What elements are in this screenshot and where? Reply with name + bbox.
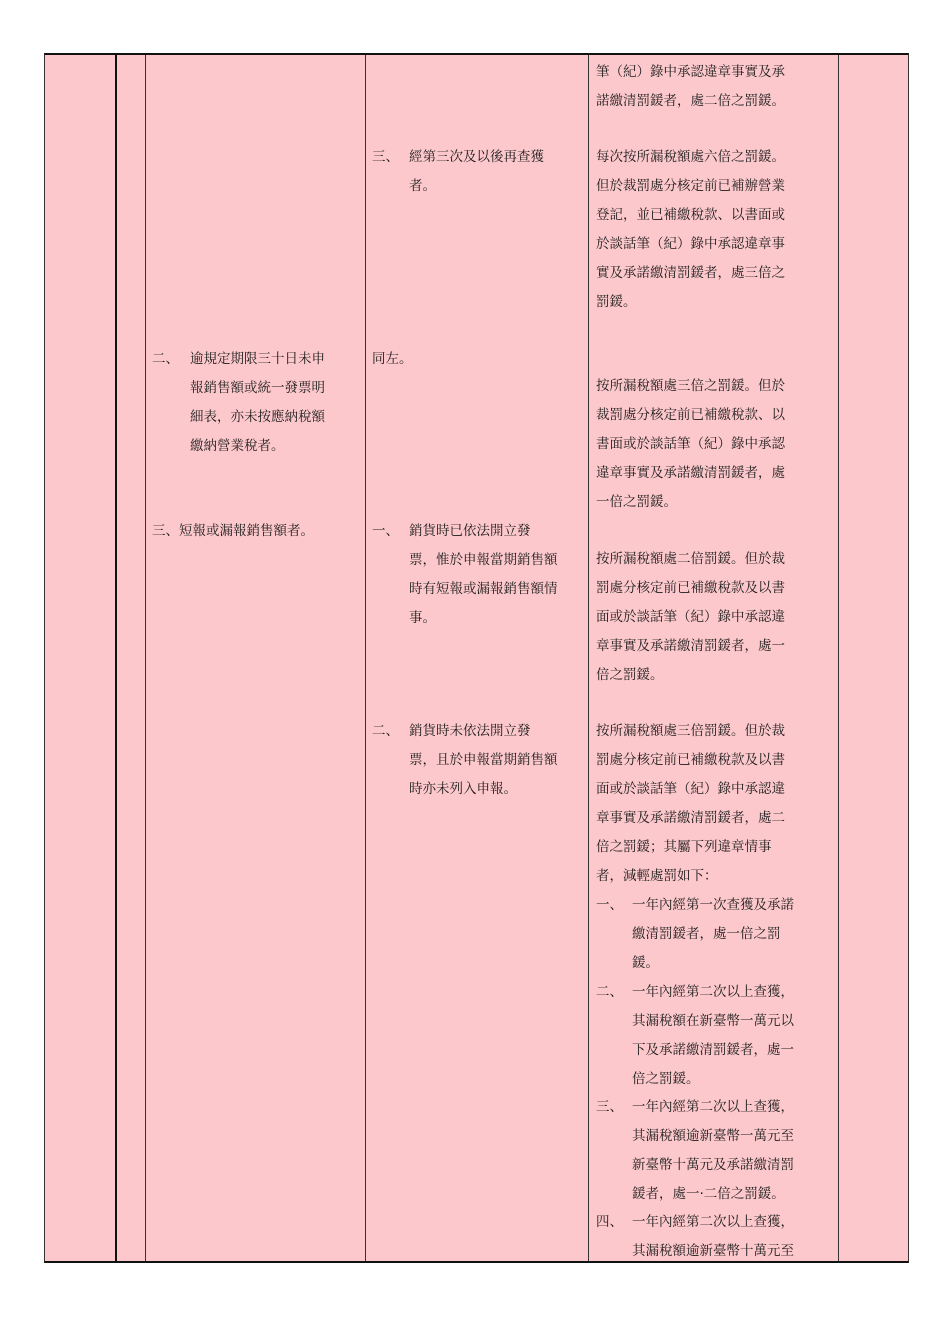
item-line: 報銷售額或統一發票明 <box>190 380 325 396</box>
circumstance-item-third-offense <box>372 143 544 201</box>
column-divider <box>838 55 839 1261</box>
penalty-line: 按所漏稅額處三倍罰鍰。但於裁 <box>596 723 785 739</box>
penalty-line: 諾繳清罰鍰者，處二倍之罰鍰。 <box>596 93 785 109</box>
penalty-line: 面或於談話筆（紀）錄中承認違 <box>596 781 785 797</box>
item-line: 鍰。 <box>632 955 659 971</box>
penalty-line: 罰處分核定前已補繳稅款及以書 <box>596 752 785 768</box>
item-line: 鍰者，處一‧二倍之罰鍰。 <box>632 1186 785 1202</box>
penalty-line: 筆（紀）錄中承認違章事實及承 <box>596 64 785 80</box>
item-marker: 一、 <box>596 897 623 913</box>
item-marker: 二、 <box>596 984 623 1000</box>
penalty-line: 倍之罰鍰。 <box>596 667 664 683</box>
item-line: 其漏稅額在新臺幣一萬元以 <box>632 1013 794 1029</box>
violation-item-underreporting <box>152 517 314 546</box>
item-line: 繳納營業稅者。 <box>190 438 285 454</box>
penalty-block <box>596 143 785 317</box>
penalty-line: 違章事實及承諾繳清罰鍰者，處 <box>596 465 785 481</box>
penalty-line: 罰處分核定前已補繳稅款及以書 <box>596 580 785 596</box>
item-marker: 二、 <box>372 723 399 739</box>
violation-item-late-filing <box>152 345 325 461</box>
item-line: 三、短報或漏報銷售額者。 <box>152 523 314 539</box>
item-line: 其漏稅額逾新臺幣十萬元至 <box>632 1243 794 1259</box>
column-divider <box>145 55 146 1261</box>
penalty-line: 按所漏稅額處二倍罰鍰。但於裁 <box>596 551 785 567</box>
item-line: 者。 <box>409 178 436 194</box>
item-marker: 一、 <box>372 523 399 539</box>
reduced-penalty-item <box>596 1208 794 1266</box>
penalty-block <box>596 545 785 690</box>
item-line: 倍之罰鍰。 <box>632 1071 700 1087</box>
item-line: 下及承諾繳清罰鍰者，處一 <box>632 1042 794 1058</box>
reduced-penalty-item <box>596 978 794 1094</box>
item-line: 時亦未列入申報。 <box>409 781 517 797</box>
item-line: 一年內經第二次以上查獲， <box>632 1099 794 1115</box>
penalty-line: 但於裁罰處分核定前已補辦營業 <box>596 178 785 194</box>
item-line: 新臺幣十萬元及承諾繳清罰 <box>632 1157 794 1173</box>
item-line: 經第三次及以後再查獲 <box>409 149 544 165</box>
penalty-line: 按所漏稅額處三倍之罰鍰。但於 <box>596 378 785 394</box>
item-marker: 二、 <box>152 351 179 367</box>
item-line: 同左。 <box>372 351 413 367</box>
penalty-line: 章事實及承諾繳清罰鍰者，處二 <box>596 810 785 826</box>
item-line: 一年內經第二次以上查獲， <box>632 984 794 1000</box>
penalty-line: 於談話筆（紀）錄中承認違章事 <box>596 236 785 252</box>
column-divider <box>588 55 589 1261</box>
penalty-line: 登記，並已補繳稅款、以書面或 <box>596 207 785 223</box>
column-divider <box>365 55 366 1261</box>
item-line: 事。 <box>409 610 436 626</box>
item-line: 一年內經第一次查獲及承諾 <box>632 897 794 913</box>
penalty-line: 每次按所漏稅額處六倍之罰鍰。 <box>596 149 785 165</box>
item-marker: 四、 <box>596 1214 623 1230</box>
item-line: 其漏稅額逾新臺幣一萬元至 <box>632 1128 794 1144</box>
penalty-line: 實及承諾繳清罰鍰者，處三倍之 <box>596 265 785 281</box>
penalty-line: 面或於談話筆（紀）錄中承認違 <box>596 609 785 625</box>
item-line: 逾規定期限三十日未申 <box>190 351 325 367</box>
penalty-line: 倍之罰鍰；其屬下列違章情事 <box>596 839 772 855</box>
item-line: 細表，亦未按應納稅額 <box>190 409 325 425</box>
penalty-block <box>596 372 785 517</box>
item-marker: 三、 <box>372 149 399 165</box>
penalty-line: 書面或於談話筆（紀）錄中承認 <box>596 436 785 452</box>
penalty-line: 者，減輕處罰如下： <box>596 868 718 884</box>
item-line: 銷貨時已依法開立發 <box>409 523 531 539</box>
reduced-penalty-item <box>596 891 794 978</box>
item-line: 時有短報或漏報銷售額情 <box>409 581 558 597</box>
item-line: 繳清罰鍰者，處一倍之罰 <box>632 926 781 942</box>
penalty-block <box>596 717 785 891</box>
penalty-line: 裁罰處分核定前已補繳稅款、以 <box>596 407 785 423</box>
item-line: 一年內經第二次以上查獲， <box>632 1214 794 1230</box>
penalty-line: 章事實及承諾繳清罰鍰者，處一 <box>596 638 785 654</box>
penalty-line: 罰鍰。 <box>596 294 637 310</box>
circumstance-item-invoice-issued <box>372 517 558 633</box>
item-line: 票，惟於申報當期銷售額 <box>409 552 558 568</box>
item-line: 票，且於申報當期銷售額 <box>409 752 558 768</box>
circumstance-item-same-as-left <box>372 345 413 374</box>
reduced-penalty-item <box>596 1093 794 1209</box>
penalty-line: 一倍之罰鍰。 <box>596 494 677 510</box>
penalty-block <box>596 58 785 116</box>
item-line: 銷貨時未依法開立發 <box>409 723 531 739</box>
circumstance-item-invoice-not-issued <box>372 717 558 804</box>
column-divider <box>115 55 117 1261</box>
item-marker: 三、 <box>596 1099 623 1115</box>
